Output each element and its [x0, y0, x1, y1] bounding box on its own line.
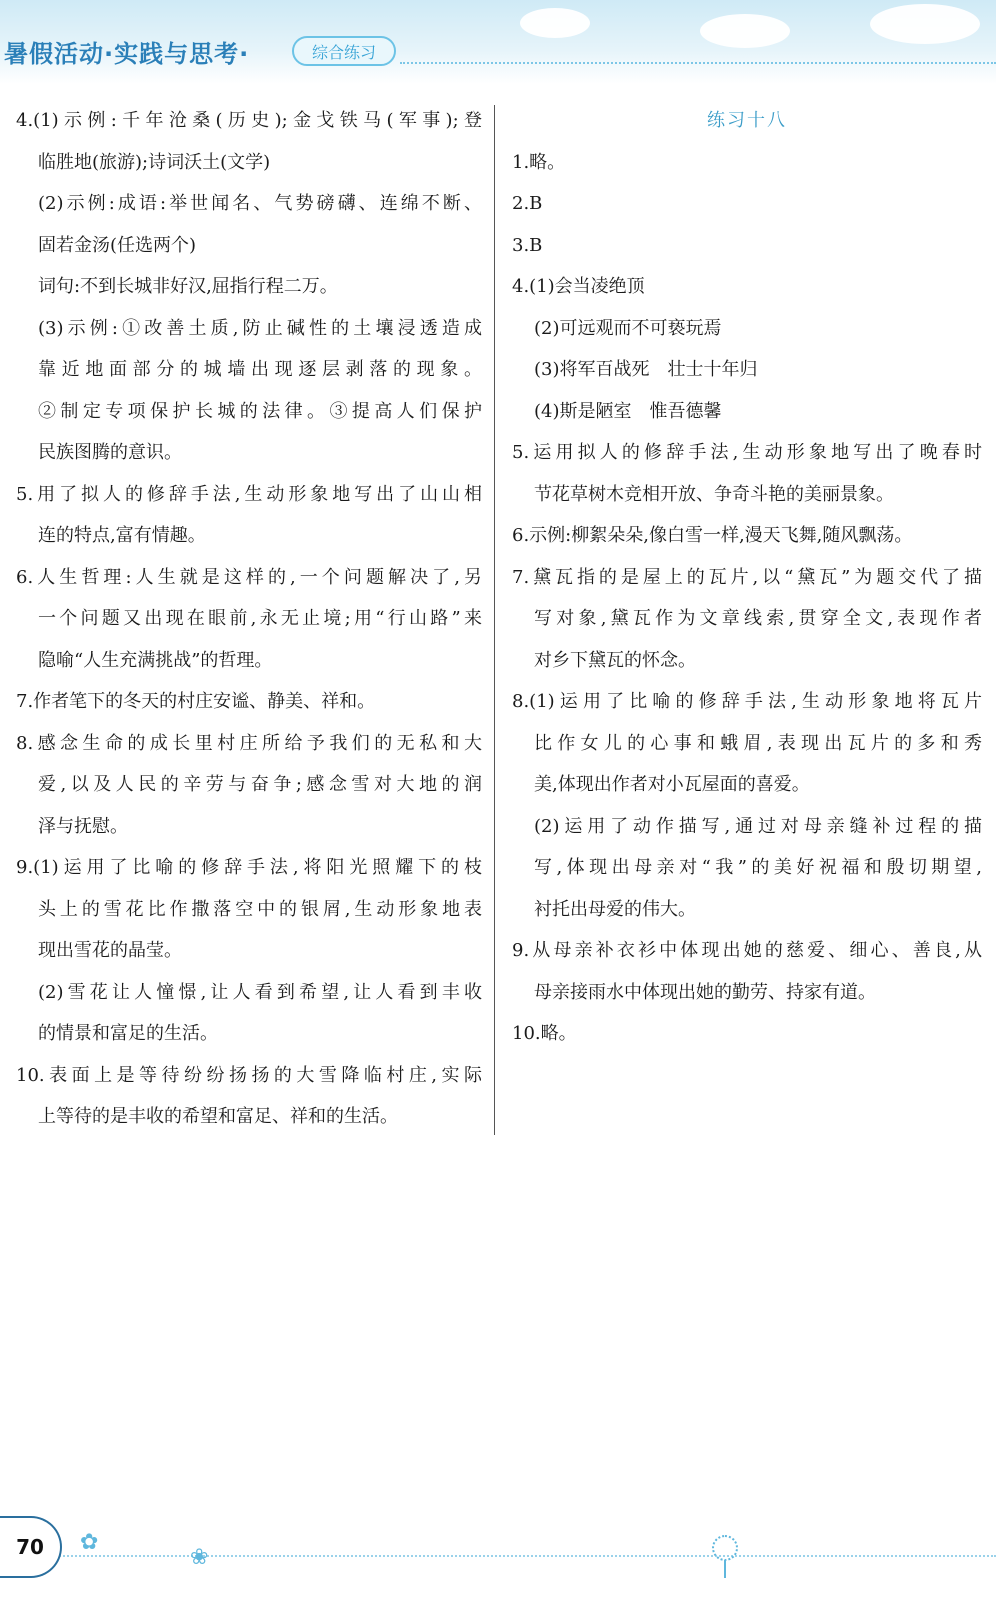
answer-item — [512, 225, 982, 267]
answer-item — [512, 142, 982, 184]
cloud-decoration — [520, 8, 590, 38]
answer-line: 9.(1)运用了比喻的修辞手法,将阳光照耀下的枝 — [16, 857, 482, 878]
tree-icon — [712, 1535, 738, 1561]
answer-item — [512, 308, 982, 350]
answer-line: (2)运用了动作描写,通过对母亲缝补过程的描 — [534, 815, 982, 837]
answer-item — [512, 515, 982, 557]
answer-line: 临胜地(旅游);诗词沃土(文学) — [38, 151, 271, 173]
answer-line: 1.略。 — [512, 151, 566, 173]
answer-line: 一个问题又出现在眼前,永无止境;用“行山路”来 — [38, 608, 482, 629]
column-divider — [494, 105, 495, 1135]
answer-item — [512, 391, 982, 433]
answer-line: 节花草树木竞相开放、争奇斗艳的美丽景象。 — [534, 483, 894, 505]
answer-item — [512, 930, 982, 1013]
answer-item — [512, 349, 982, 391]
answer-item — [16, 681, 482, 723]
answer-item — [512, 432, 982, 515]
answer-line: 6.人生哲理:人生就是这样的,一个问题解决了,另 — [16, 566, 482, 588]
right-answer-column — [512, 100, 982, 1055]
answer-line: (3)将军百战死 壮士十年归 — [534, 359, 758, 380]
answer-line: 现出雪花的晶莹。 — [38, 940, 182, 961]
answer-line: 7.黛瓦指的是屋上的瓦片,以“黛瓦”为题交代了描 — [512, 566, 982, 588]
answer-line: 写对象,黛瓦作为文章线索,贯穿全文,表现作者 — [534, 608, 982, 629]
answer-line: (2)示例:成语:举世闻名、气势磅礴、连绵不断、 — [38, 193, 482, 214]
answer-line: 词句:不到长城非好汉,屈指行程二万。 — [38, 276, 338, 297]
answer-line: 衬托出母爱的伟大。 — [534, 898, 696, 920]
answer-line: 美,体现出作者对小瓦屋面的喜爱。 — [534, 774, 810, 795]
answer-line: 隐喻“人生充满挑战”的哲理。 — [38, 649, 273, 671]
answer-item — [16, 1055, 482, 1138]
answer-line: 泽与抚慰。 — [38, 815, 128, 837]
answer-item — [16, 266, 482, 308]
answer-line: 3.B — [512, 234, 543, 256]
tree-trunk-icon — [724, 1560, 726, 1578]
answer-line: 10.表面上是等待纷纷扬扬的大雪降临村庄,实际 — [16, 1064, 482, 1086]
answer-line: (3)示例:①改善土质,防止碱性的土壤浸透造成 — [38, 317, 482, 339]
answer-item — [16, 308, 482, 474]
answer-line: 9.从母亲补衣衫中体现出她的慈爱、细心、善良,从 — [512, 940, 982, 961]
answer-line: ②制定专项保护长城的法律。③提高人们保护 — [38, 400, 482, 422]
answer-line: 母亲接雨水中体现出她的勤劳、持家有道。 — [534, 981, 876, 1003]
answer-line: (4)斯是陋室 惟吾德馨 — [534, 400, 722, 422]
answer-line: 7.作者笔下的冬天的村庄安谧、静美、祥和。 — [16, 691, 376, 712]
answer-line: 上等待的是丰收的希望和富足、祥和的生活。 — [38, 1106, 398, 1127]
answer-item — [512, 183, 982, 225]
page-number: 70 — [0, 1516, 62, 1578]
answer-line: 民族图腾的意识。 — [38, 442, 182, 463]
page-header — [0, 0, 996, 84]
answer-item — [16, 474, 482, 557]
answer-item — [512, 681, 982, 806]
flower-icon: ✿ — [80, 1530, 99, 1555]
answer-line: 爱,以及人民的辛劳与奋争;感念雪对大地的润 — [38, 774, 482, 795]
header-title: 暑假活动·实践与思考· — [4, 40, 250, 68]
answer-item — [512, 1013, 982, 1055]
answer-item — [16, 847, 482, 972]
answer-line: 10.略。 — [512, 1023, 577, 1044]
answer-line: 6.示例:柳絮朵朵,像白雪一样,漫天飞舞,随风飘荡。 — [512, 525, 913, 546]
header-badge: 综合练习 — [292, 36, 396, 66]
answer-line: 4.(1)示例:千年沧桑(历史);金戈铁马(军事);登 — [16, 110, 482, 131]
answer-line: 头上的雪花比作撒落空中的银屑,生动形象地表 — [38, 898, 482, 920]
answer-item — [16, 972, 482, 1055]
answer-line: 的情景和富足的生活。 — [38, 1023, 218, 1044]
answer-line: 2.B — [512, 193, 543, 214]
answer-line: 对乡下黛瓦的怀念。 — [534, 649, 696, 671]
answer-item — [16, 723, 482, 848]
answer-item — [16, 183, 482, 266]
answer-line: 靠近地面部分的城墙出现逐层剥落的现象。 — [38, 359, 482, 380]
answer-item — [16, 557, 482, 682]
answer-line: 连的特点,富有情趣。 — [38, 525, 206, 546]
cloud-decoration — [700, 14, 790, 48]
answer-line: 固若金汤(任选两个) — [38, 234, 197, 256]
answer-line: 5.用了拟人的修辞手法,生动形象地写出了山山相 — [16, 483, 482, 505]
left-answer-column — [16, 100, 482, 1138]
answer-line: 写,体现出母亲对“我”的美好祝福和殷切期望, — [534, 857, 982, 878]
answer-item — [512, 806, 982, 931]
section-title: 练习十八 — [707, 110, 787, 131]
header-dotted-rule — [400, 62, 996, 64]
answer-line: (2)雪花让人憧憬,让人看到希望,让人看到丰收 — [38, 981, 482, 1003]
sprout-icon: ❀ — [190, 1545, 209, 1570]
answer-line: 4.(1)会当凌绝顶 — [512, 276, 645, 297]
answer-item — [512, 557, 982, 682]
answer-line: 8.感念生命的成长里村庄所给予我们的无私和大 — [16, 732, 482, 754]
right-answer-list — [512, 142, 982, 1055]
answer-line: 比作女儿的心事和蛾眉,表现出瓦片的多和秀 — [534, 732, 982, 754]
cloud-decoration — [870, 4, 980, 44]
answer-item — [512, 266, 982, 308]
answer-line: (2)可远观而不可亵玩焉 — [534, 317, 722, 339]
answer-line: 8.(1)运用了比喻的修辞手法,生动形象地将瓦片 — [512, 691, 982, 712]
answer-item — [16, 100, 482, 183]
answer-line: 5.运用拟人的修辞手法,生动形象地写出了晚春时 — [512, 442, 982, 463]
footer-dotted-rule — [0, 1555, 996, 1557]
